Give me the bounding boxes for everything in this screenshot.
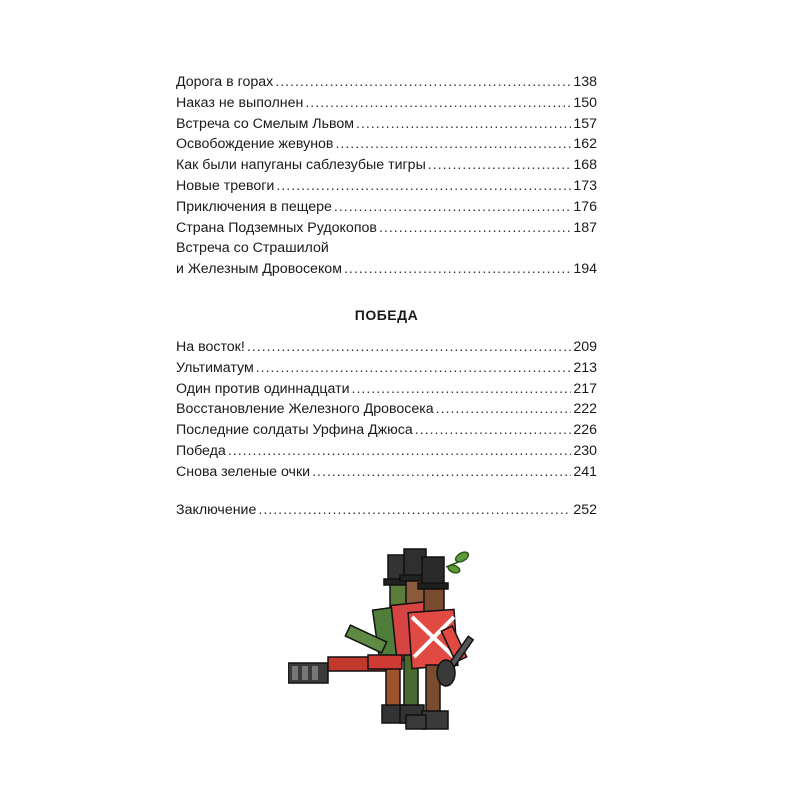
toc-entry-page: 252: [573, 501, 597, 518]
toc-entry: [176, 134, 597, 155]
toc-entry: [176, 72, 597, 93]
toc-entry: [176, 155, 597, 176]
leader-dots: [352, 379, 572, 400]
toc-entry-title: Наказ не выполнен: [176, 94, 304, 111]
toc-entry-title: Победа: [176, 442, 226, 459]
toc-entry-page: 162: [573, 136, 597, 153]
toc-part-2: [176, 337, 597, 483]
toc-entry-title: Страна Подземных Рудокопов: [176, 219, 377, 236]
leader-dots: [344, 259, 571, 280]
toc-entry: [176, 399, 597, 420]
toc-entry-page: 230: [573, 442, 597, 459]
toc-entry: [176, 462, 597, 483]
toc-entry-page: 222: [573, 401, 597, 418]
leader-dots: [312, 462, 571, 483]
toc-entry-title: На восток!: [176, 338, 245, 355]
toc-entry-title: Снова зеленые очки: [176, 463, 311, 480]
toc-entry: [176, 420, 597, 441]
toc-entry-title: Новые тревоги: [176, 177, 275, 194]
toc-entry-page: 226: [573, 422, 597, 439]
leader-dots: [356, 114, 571, 135]
toc-entry-title: Ультиматум: [176, 359, 254, 376]
toc-entry-title: Дорога в горах: [176, 74, 274, 90]
toc-part-1: [176, 72, 597, 238]
toc-entry-page: 213: [573, 359, 597, 376]
toc-entry: [176, 358, 597, 379]
toc-entry-title: Приключения в пещере: [176, 198, 332, 215]
toc-entry-page: 176: [573, 198, 597, 215]
toc-entry-page: 217: [573, 380, 597, 397]
toc-entry-page: 168: [573, 157, 597, 174]
toc-entry-title: Заключение: [176, 501, 257, 518]
leader-dots: [335, 134, 571, 155]
leader-dots: [334, 197, 571, 218]
leader-dots: [415, 420, 572, 441]
leader-dots: [275, 72, 571, 93]
toc-entry-title: Встреча со Страшилой: [176, 240, 329, 257]
toc-entry-title: Восстановление Железного Дровосека: [176, 401, 434, 418]
leader-dots: [247, 337, 572, 358]
toc-entry: [176, 379, 597, 400]
toc-entry: [176, 176, 597, 197]
leader-dots: [379, 218, 571, 239]
toc-entry-multiline-first: [176, 238, 597, 259]
toc-entry-page: 209: [573, 338, 597, 355]
toc-entry-conclusion: [176, 500, 597, 521]
toc-entry-title: Освобождение жевунов: [176, 136, 334, 153]
leader-dots: [428, 155, 572, 176]
toc-entry-title: и Железным Дровосеком: [176, 261, 342, 278]
toc-entry: [176, 114, 597, 135]
toc-entry-page: 138: [573, 74, 597, 90]
toc-entry-multiline-second: [176, 259, 597, 280]
toc-entry: [176, 218, 597, 239]
leader-dots: [256, 358, 572, 379]
marching-soldiers-illustration: [288, 545, 488, 750]
leader-dots: [228, 441, 572, 462]
toc-entry-page: 241: [573, 463, 597, 480]
toc-entry-title: Как были напуганы саблезубые тигры: [176, 157, 426, 174]
leader-dots: [436, 399, 572, 420]
toc-entry-title: Последние солдаты Урфина Джюса: [176, 422, 413, 439]
toc-entry-title: Один против одиннадцати: [176, 380, 350, 397]
leader-dots: [258, 500, 571, 521]
toc-entry-page: 187: [573, 219, 597, 236]
toc-entry: [176, 93, 597, 114]
toc-entry-page: 157: [573, 115, 597, 132]
table-of-contents: [176, 72, 597, 520]
toc-entry-page: 173: [573, 177, 597, 194]
marching-wooden-soldiers-illustration: [288, 545, 488, 750]
toc-entry: [176, 337, 597, 358]
toc-entry-page: 150: [573, 94, 597, 111]
toc-entry: [176, 197, 597, 218]
toc-entry-page: 194: [573, 261, 597, 278]
leader-dots: [276, 176, 571, 197]
section-heading: ПОБЕДА: [354, 306, 419, 323]
toc-entry-title: Встреча со Смелым Львом: [176, 115, 354, 132]
leader-dots: [305, 93, 571, 114]
toc-entry: [176, 441, 597, 462]
